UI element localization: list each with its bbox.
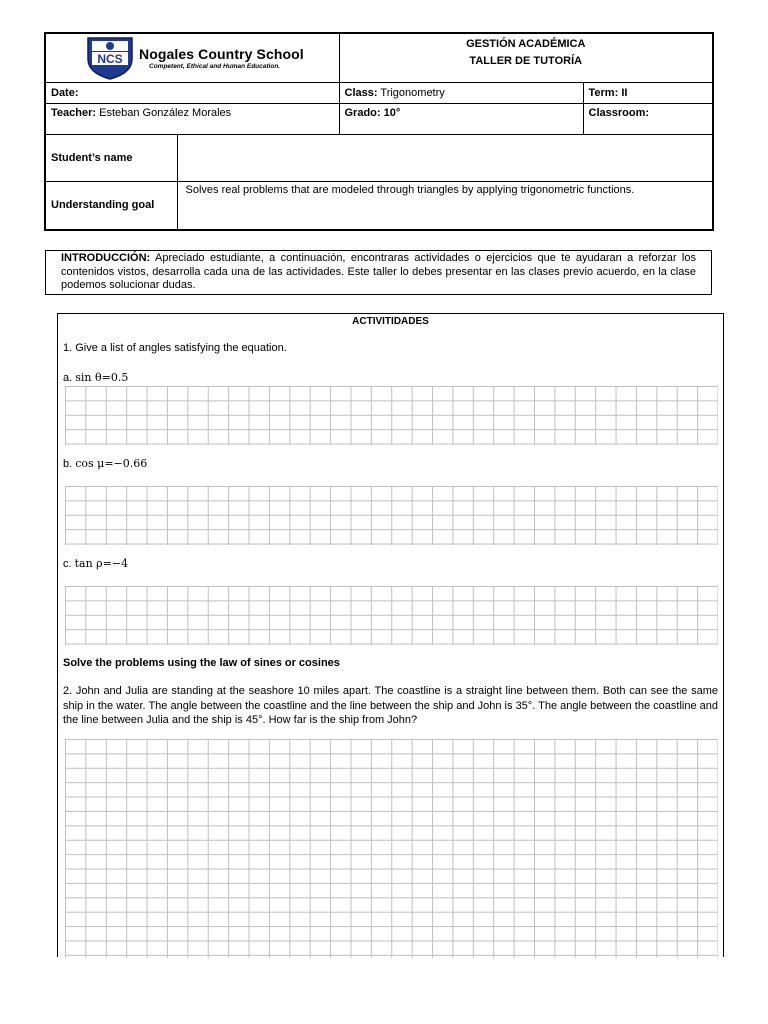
logo-text: NCS <box>97 51 123 66</box>
school-motto: Competent, Ethical and Human Education. <box>149 62 281 70</box>
school-name: Nogales Country School <box>139 45 304 62</box>
answer-grid-2[interactable] <box>65 739 718 958</box>
intro-text: Apreciado estudiante, a continuación, encontraras actividades o ejercicios que te ayudaran a reforzar los contenidos vistos, desarrolla cada una de las actividades. Este taller lo debes presentar en las clases previo acuerdo, en la clase podemos solucionar dudas. <box>61 252 696 291</box>
question-2: 2. John and Julia are standing at the seashore 10 miles apart. The coastline is a straight line between them. Both can see the same ship in the water. The angle between the coastline and the line between the ship and John is 35°. The angle between the coastline and the line between Julia and the ship is 45°. How far is the ship from John? <box>63 685 718 726</box>
teacher-value: Esteban González Morales <box>99 106 232 119</box>
question-1c-label: c. <box>63 558 72 570</box>
class-label: Class: <box>344 86 378 99</box>
question-1: 1. Give a list of angles satisfying the equation. <box>63 342 287 354</box>
question-1b-label: b. <box>63 458 73 470</box>
class-value: Trigonometry <box>380 86 445 99</box>
answer-grid-1c[interactable] <box>65 586 718 645</box>
term-value: II <box>621 86 628 99</box>
title-cell <box>339 33 713 82</box>
student-name-field[interactable] <box>177 134 713 181</box>
intro-label: INTRODUCCIÓN: <box>61 252 151 264</box>
workshop-title: TALLER DE TUTORÍA <box>469 55 583 67</box>
term-label: Term: <box>588 86 619 99</box>
goal-text: Solves real problems that are modeled through triangles by applying trigonometric functions. <box>177 181 713 230</box>
department-title: GESTIÓN ACADÉMICA <box>466 38 586 50</box>
school-logo-cell <box>45 33 339 82</box>
activities-title: ACTIVITIDADES <box>352 316 429 327</box>
question-1b <box>63 457 147 470</box>
section-2-title: Solve the problems using the law of sines or cosines <box>63 657 340 669</box>
answer-grid-1a[interactable] <box>65 386 718 445</box>
question-1c <box>63 557 128 570</box>
grade-label: Grado: <box>344 106 381 119</box>
introduction-box <box>45 250 712 295</box>
school-shield-logo <box>84 35 136 81</box>
date-label: Date: <box>51 86 79 99</box>
student-name-label: Student’s name <box>51 151 133 164</box>
class-cell <box>339 82 583 103</box>
date-cell[interactable] <box>45 82 339 103</box>
grade-value: 10° <box>383 106 401 119</box>
question-1a <box>63 371 128 384</box>
equation-1b: cos μ=−0.66 <box>75 457 148 470</box>
grade-cell <box>339 103 583 134</box>
teacher-label: Teacher: <box>51 106 97 119</box>
equation-1a: sin θ=0.5 <box>75 371 129 384</box>
student-name-label-cell <box>45 134 177 181</box>
answer-grid-1b[interactable] <box>65 486 718 545</box>
activities-box <box>57 313 724 957</box>
question-1a-label: a. <box>63 372 73 384</box>
goal-label-cell <box>45 181 177 230</box>
term-cell <box>583 82 713 103</box>
goal-label: Understanding goal <box>51 199 155 212</box>
equation-1c: tan ρ=−4 <box>74 557 129 570</box>
header-table <box>44 32 714 231</box>
teacher-cell <box>45 103 339 134</box>
classroom-cell[interactable] <box>583 103 713 134</box>
classroom-label: Classroom: <box>588 106 650 119</box>
